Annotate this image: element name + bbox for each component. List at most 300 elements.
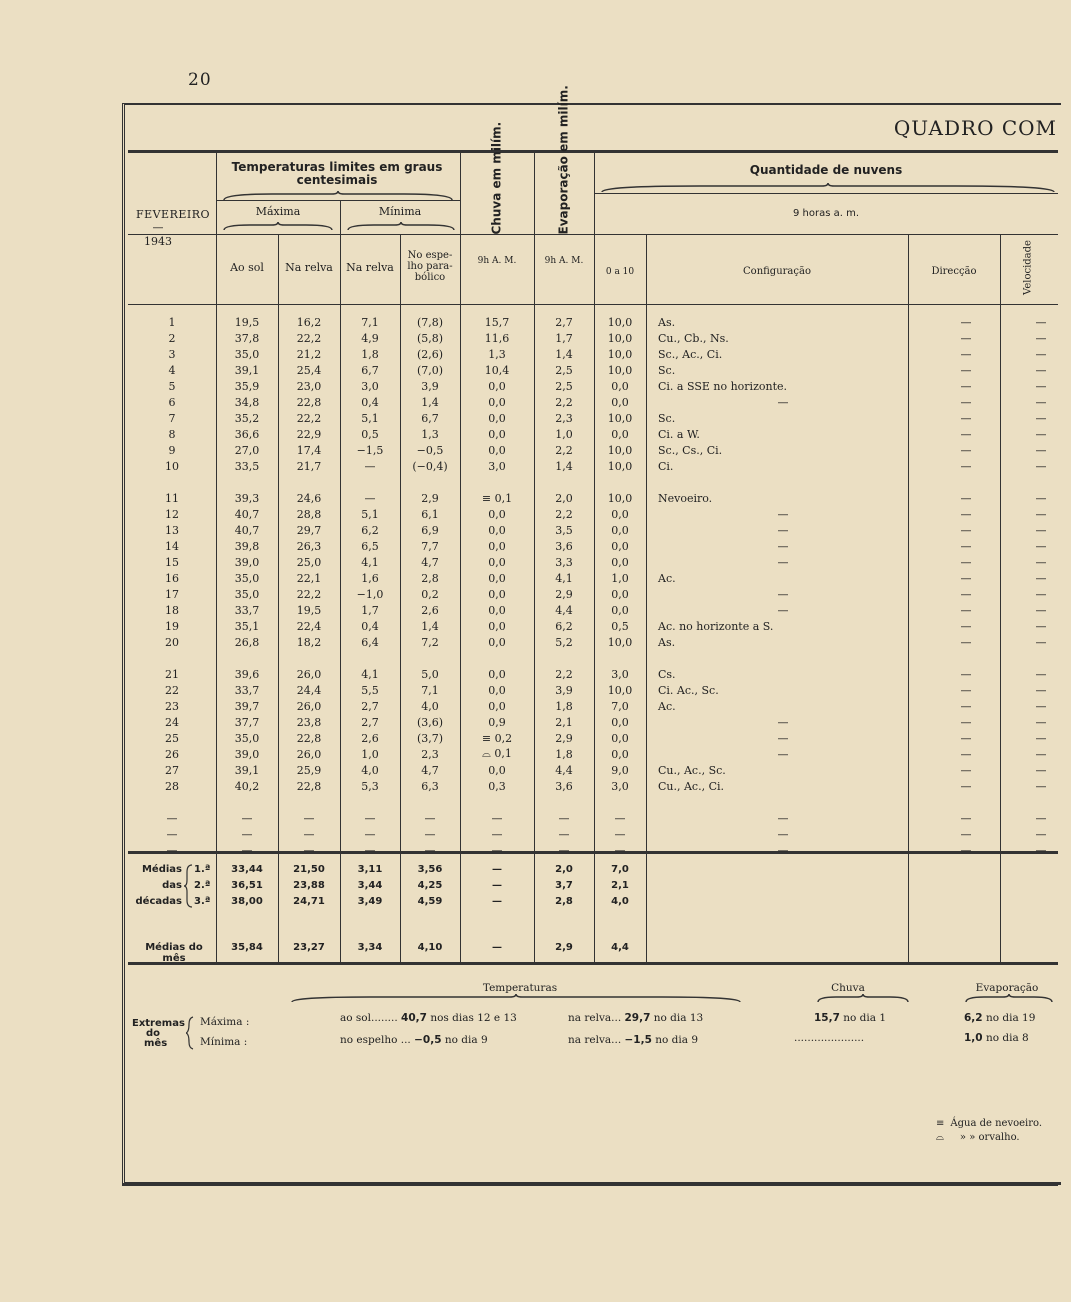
cell-esp: 4,0 [421,699,439,713]
max-sol-row [340,1012,517,1024]
decade-mean-evap: 3,7 [555,880,573,891]
cell-minrelva: 6,4 [361,635,379,649]
cell-chuva: 0,0 [488,603,506,617]
table-row [128,778,1070,794]
cell-chuva: ⌓ 0,1 [482,747,512,760]
cell-sol: 39,8 [234,539,260,553]
cell-cfg: Sc., Cs., Ci. [658,443,723,457]
decade-mean-sol: 36,51 [231,880,263,891]
month-mean-minrelva: 3,34 [357,942,383,953]
cell-minrelva: 0,4 [361,395,379,409]
brace-icon [964,994,1054,1004]
cell-dir: — [960,683,972,697]
decade-mean-minrelva: 3,11 [357,864,383,875]
cell-evap: 1,4 [555,347,573,361]
cell-evap: 1,7 [555,331,573,345]
cell-vel: — [1035,395,1047,409]
cell-cfg: Ci. a W. [658,427,700,441]
cell-nuv: 10,0 [607,315,633,329]
cell-sol: 39,1 [234,763,260,777]
table-row [128,714,1070,730]
cell-relva: 22,8 [296,395,322,409]
min-relva-label: na relva... [568,1034,622,1046]
cell-evap: 2,2 [555,395,573,409]
brace-icon [816,994,910,1004]
cell-evap: 3,3 [555,555,573,569]
page-number: 20 [188,70,212,90]
cell-minrelva: 1,0 [361,747,379,761]
cell-dir: — [960,507,972,521]
cell-evap: 2,9 [555,731,573,745]
cell-cfg: — [777,747,789,761]
min-esp-value: −0,5 [414,1034,442,1046]
chuva-min-dots: ..................... [794,1032,865,1044]
cell-sol: 37,8 [234,331,260,345]
cell-dir: — [960,331,972,345]
extremes-label-1: Extremas [132,1018,185,1029]
cell-evap: 2,5 [555,363,573,377]
cell-evap: 2,1 [555,715,573,729]
cell-esp: 6,9 [421,523,439,537]
row-gap [128,794,1070,810]
cell-relva: — [303,827,315,841]
brace-icon [222,222,334,232]
cell-cfg: — [777,539,789,553]
decade-mean-evap: 2,0 [555,864,573,875]
table-row [128,666,1070,682]
table-row [128,634,1070,650]
table-row [128,522,1070,538]
cell-chuva: 0,3 [488,779,506,793]
cell-sol: — [241,827,253,841]
cell-minrelva: 3,0 [361,379,379,393]
cell-vel: — [1035,843,1047,857]
evap-max-row [964,1012,1035,1024]
cell-vel: — [1035,667,1047,681]
cell-chuva: 0,0 [488,683,506,697]
table-row [128,346,1070,362]
cell-sol: 33,7 [234,603,260,617]
cell-d: — [166,811,178,825]
table-row [128,362,1070,378]
cell-chuva: 0,0 [488,427,506,441]
cell-sol: 36,6 [234,427,260,441]
cell-minrelva: 5,5 [361,683,379,697]
brace-icon [184,864,194,908]
temperature-group-header: Temperaturas limites em graus centesimais [231,160,443,187]
cell-nuv: 10,0 [607,347,633,361]
extremes-minima-label: Mínima : [200,1036,248,1048]
legend-nevoeiro [936,1118,1042,1129]
cell-nuv: 10,0 [607,635,633,649]
cell-vel: — [1035,379,1047,393]
cell-chuva: 1,3 [488,347,506,361]
cell-d: 26 [165,747,179,761]
cell-esp: 1,4 [421,395,439,409]
cell-d: 22 [165,683,179,697]
cell-chuva: ≡ 0,2 [481,731,513,745]
evap-time: 9h A. M. [544,256,584,266]
cell-chuva: 0,0 [488,395,506,409]
month-mean-nuv: 4,4 [611,942,629,953]
cell-relva: — [303,811,315,825]
cell-vel: — [1035,571,1047,585]
cell-nuv: 0,5 [611,619,629,633]
cell-relva: 26,3 [296,539,322,553]
table-row [128,570,1070,586]
cell-esp: 6,3 [421,779,439,793]
cell-cfg: — [777,523,789,537]
cell-d: — [166,827,178,841]
cell-d: 17 [165,587,179,601]
brace-icon [600,182,1056,194]
cell-minrelva: 4,1 [361,555,379,569]
table-row [128,458,1070,474]
cell-d: 7 [168,411,176,425]
cell-minrelva: — [364,843,376,857]
max-relva-text: no dia 13 [653,1012,704,1024]
cell-vel: — [1035,363,1047,377]
legend-orvalho [936,1132,1020,1143]
month-mean-evap: 2,9 [555,942,573,953]
cell-minrelva: 6,5 [361,539,379,553]
cell-dir: — [960,427,972,441]
table-row [128,554,1070,570]
decade-mean-chuva: — [492,896,502,907]
decade-mean-nuv: 7,0 [611,864,629,875]
cell-sol: 39,3 [234,491,260,505]
cell-nuv: 0,0 [611,379,629,393]
cell-cfg: Sc. [658,363,676,377]
cell-chuva: 0,0 [488,555,506,569]
cell-vel: — [1035,411,1047,425]
max-relva-value: 29,7 [624,1012,651,1024]
cell-nuv: 0,0 [611,715,629,729]
cell-d: 8 [168,427,176,441]
cell-nuv: 10,0 [607,443,633,457]
decade-mean-minrelva: 3,49 [357,896,383,907]
cell-vel: — [1035,459,1047,473]
cell-dir: — [960,667,972,681]
minima-header: Mínima [378,205,422,218]
brace-icon [222,190,454,202]
cell-sol: 35,1 [234,619,260,633]
cell-relva: 28,8 [296,507,322,521]
cell-nuv: 0,0 [611,587,629,601]
decade-mean-sol: 33,44 [231,864,263,875]
cell-minrelva: 2,7 [361,699,379,713]
month-label: FEVEREIRO [135,208,211,221]
min-esp-text: no dia 9 [444,1034,488,1046]
table-title: QUADRO COM [893,116,1057,140]
cell-nuv: — [614,827,626,841]
cell-minrelva: 6,2 [361,523,379,537]
cell-esp: 2,9 [421,491,439,505]
table-row [128,410,1070,426]
cell-relva: — [303,843,315,857]
cell-d: 16 [165,571,179,585]
cell-dir: — [960,715,972,729]
cell-cfg: Ac. no horizonte a S. [658,619,774,633]
cell-esp: (5,8) [416,331,444,345]
evap-min-text: no dia 8 [985,1032,1029,1044]
cell-cfg: Nevoeiro. [658,491,713,505]
header-bottom-rule [128,304,1058,305]
cell-sol: 39,6 [234,667,260,681]
cell-minrelva: 7,1 [361,315,379,329]
cell-minrelva: 5,1 [361,411,379,425]
cell-sol: 27,0 [234,443,260,457]
month-mean-esp: 4,10 [417,942,443,953]
cell-nuv: 10,0 [607,331,633,345]
chuva-time: 9h A. M. [477,256,517,266]
cell-relva: 22,2 [296,411,322,425]
cell-vel: — [1035,779,1047,793]
cell-relva: 22,2 [296,331,322,345]
cell-sol: 39,0 [234,555,260,569]
cell-relva: 22,2 [296,587,322,601]
direccao-header: Direcção [931,266,977,277]
cell-esp: 7,1 [421,683,439,697]
max-relva-label: na relva... [568,1012,622,1024]
cell-dir: — [960,411,972,425]
decade-mean-sol: 38,00 [231,896,263,907]
maxima-header: Máxima [255,205,301,218]
min-relva-value: −1,5 [624,1034,652,1046]
espelho-header: No espe- lho para- bólico [407,250,453,283]
cell-chuva: ≡ 0,1 [481,491,513,505]
cell-cfg: — [777,395,789,409]
cell-minrelva: 1,6 [361,571,379,585]
cell-vel: — [1035,619,1047,633]
cell-vel: — [1035,491,1047,505]
cell-nuv: 0,0 [611,555,629,569]
cell-minrelva: — [364,491,376,505]
cell-relva: 21,7 [296,459,322,473]
cell-cfg: Cs. [658,667,676,681]
cell-d: 3 [168,347,176,361]
table-row [128,618,1070,634]
cell-relva: 17,4 [296,443,322,457]
cell-vel: — [1035,315,1047,329]
cell-esp: (7,0) [416,363,444,377]
bottom-rule [122,1183,1058,1186]
cell-evap: — [558,811,570,825]
table-row [128,394,1070,410]
cell-sol: 35,0 [234,347,260,361]
cell-esp: 7,7 [421,539,439,553]
cell-sol: 35,0 [234,587,260,601]
cell-chuva: 0,0 [488,587,506,601]
max-sol-label: ao sol........ [340,1012,398,1024]
cell-minrelva: 4,0 [361,763,379,777]
cell-minrelva: 2,6 [361,731,379,745]
max-relva-row [568,1012,703,1024]
cell-evap: 3,6 [555,779,573,793]
cell-chuva: 0,0 [488,507,506,521]
cell-cfg: Cu., Ac., Sc. [658,763,726,777]
cell-dir: — [960,843,972,857]
decade-3: 3.ª [194,896,211,907]
cell-relva: 23,0 [296,379,322,393]
na-relva-min-header: Na relva [346,261,394,274]
cell-evap: 4,4 [555,763,573,777]
cell-sol: 39,7 [234,699,260,713]
cell-vel: — [1035,827,1047,841]
cell-esp: 1,3 [421,427,439,441]
cell-evap: 2,9 [555,587,573,601]
cell-dir: — [960,603,972,617]
cell-vel: — [1035,715,1047,729]
legend-nevoeiro-text: Água de nevoeiro. [950,1118,1043,1129]
rule [128,234,1058,235]
cell-chuva: 3,0 [488,459,506,473]
cell-minrelva: −1,5 [356,443,384,457]
decade-mean-chuva: — [492,880,502,891]
min-esp-row [340,1034,488,1046]
cell-esp: 4,7 [421,763,439,777]
cell-nuv: 7,0 [611,699,629,713]
cell-d: 27 [165,763,179,777]
cell-d: 19 [165,619,179,633]
cell-chuva: 0,9 [488,715,506,729]
cell-evap: 3,9 [555,683,573,697]
cell-d: — [166,843,178,857]
cell-chuva: 0,0 [488,571,506,585]
min-relva-row [568,1034,698,1046]
cell-esp: (7,8) [416,315,444,329]
table-row [128,490,1070,506]
cell-nuv: 0,0 [611,427,629,441]
cell-minrelva: −1,0 [356,587,384,601]
cell-evap: 2,0 [555,491,573,505]
cell-relva: 25,9 [296,763,322,777]
cell-relva: 25,4 [296,363,322,377]
cell-sol: 39,0 [234,747,260,761]
cell-d: 1 [168,315,176,329]
cell-esp: (−0,4) [412,459,448,473]
extremes-maxima-label: Máxima : [200,1016,250,1028]
decade-mean-relva: 24,71 [293,896,325,907]
evap-min-value: 1,0 [964,1032,983,1044]
max-sol-value: 40,7 [401,1012,427,1024]
cell-cfg: — [777,715,789,729]
cell-vel: — [1035,507,1047,521]
cell-d: 23 [165,699,179,713]
cell-relva: 19,5 [296,603,322,617]
cell-relva: 23,8 [296,715,322,729]
chuva-max-value: 15,7 [814,1012,840,1024]
cell-sol: 26,8 [234,635,260,649]
cell-nuv: 10,0 [607,459,633,473]
cell-d: 18 [165,603,179,617]
cell-dir: — [960,619,972,633]
cell-evap: 3,6 [555,539,573,553]
cell-dir: — [960,811,972,825]
cell-cfg: — [777,507,789,521]
table-row [128,842,1070,858]
cell-chuva: 10,4 [484,363,510,377]
cell-dir: — [960,779,972,793]
cell-cfg: Ac. [658,571,676,585]
cell-cfg: Ci. [658,459,674,473]
cell-cfg: Sc. [658,411,676,425]
cell-cfg: Cu., Ac., Ci. [658,779,725,793]
cell-dir: — [960,315,972,329]
evap-max-value: 6,2 [964,1012,983,1024]
table-row [128,586,1070,602]
cell-d: 24 [165,715,179,729]
cell-relva: 24,4 [296,683,322,697]
cell-esp: 4,7 [421,555,439,569]
table-row [128,698,1070,714]
cell-esp: 6,7 [421,411,439,425]
nuvens-time: 9 horas a. m. [792,208,860,219]
table-row [128,442,1070,458]
brace-icon [290,994,742,1004]
cell-cfg: — [777,811,789,825]
cell-dir: — [960,459,972,473]
table-row [128,538,1070,554]
year-label: 1943 [144,235,172,248]
fog-symbol-icon: ≡ [936,1118,945,1129]
cell-vel: — [1035,731,1047,745]
cell-sol: 35,2 [234,411,260,425]
cell-nuv: 0,0 [611,603,629,617]
cell-vel: — [1035,763,1047,777]
cell-minrelva: 1,8 [361,347,379,361]
cell-dir: — [960,763,972,777]
cell-esp: 6,1 [421,507,439,521]
cell-vel: — [1035,347,1047,361]
extremes-temp-head: Temperaturas [482,982,558,994]
cell-chuva: 0,0 [488,667,506,681]
cell-relva: 26,0 [296,747,322,761]
cell-nuv: 0,0 [611,395,629,409]
cell-chuva: 0,0 [488,411,506,425]
decade-mean-minrelva: 3,44 [357,880,383,891]
cell-vel: — [1035,443,1047,457]
cell-cfg: Ci. a SSE no horizonte. [658,379,788,393]
cell-cfg: As. [658,315,676,329]
configuracao-header: Configuração [743,266,811,277]
cell-sol: — [241,843,253,857]
cell-evap: 6,2 [555,619,573,633]
cell-evap: 4,1 [555,571,573,585]
cell-nuv: 10,0 [607,411,633,425]
cell-nuv: 3,0 [611,779,629,793]
cell-relva: 16,2 [296,315,322,329]
cell-d: 25 [165,731,179,745]
month-mean-chuva: — [492,942,502,953]
cell-vel: — [1035,555,1047,569]
decade-mean-esp: 3,56 [417,864,443,875]
cell-chuva: — [491,843,503,857]
min-esp-label: no espelho ... [340,1034,411,1046]
cell-sol: 40,7 [234,523,260,537]
cell-minrelva: 0,5 [361,427,379,441]
cell-evap: 2,5 [555,379,573,393]
cell-vel: — [1035,539,1047,553]
month-mean-sol: 35,84 [231,942,263,953]
table-row [128,730,1070,746]
cell-esp: 7,2 [421,635,439,649]
cell-relva: 22,4 [296,619,322,633]
cell-dir: — [960,523,972,537]
cell-d: 28 [165,779,179,793]
cell-esp: 3,9 [421,379,439,393]
table-row [128,602,1070,618]
